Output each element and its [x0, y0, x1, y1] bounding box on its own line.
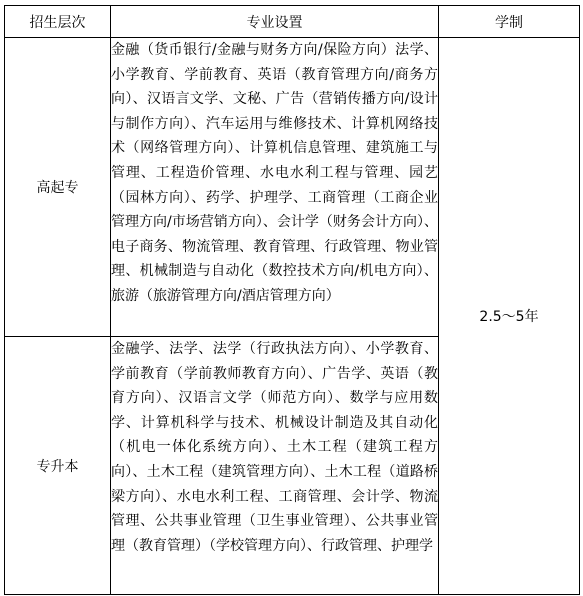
header-years: 学制: [439, 6, 580, 38]
header-major: 专业设置: [111, 6, 439, 38]
table-row: [5, 38, 580, 337]
header-level: 招生层次: [5, 6, 111, 38]
table-header-row: [5, 6, 580, 38]
majors-cell: 金融（货币银行/金融与财务方向/保险方向）法学、小学教育、学前教育、英语（教育管理方向/商务方向）、汉语言文学、文秘、广告（营销传播方向/设计与制作方向）、汽车运用与维修技术、计算机网络技术（网络管理方向）、计算机信息管理、建筑施工与管理、工程造价管理、水电水利工程与管理、园艺（园林方向）、药学、护理学、工商管理（工商企业管理方向/市场营销方向）、会计学（财务会计方向）、电子商务、物流管理、教育管理、行政管理、物业管理、机械制造与自动化（数控技术方向/机电方向）、旅游（旅游管理方向/酒店管理方向）: [111, 38, 439, 337]
majors-cell: 金融学、法学、法学（行政执法方向）、小学教育、学前教育（学前教师教育方向）、广告学、英语（教育方向）、汉语言文学（师范方向）、数学与应用数学、计算机科学与技术、机械设计制造及其自动化（机电一体化系统方向）、土木工程（建筑工程方向）、土木工程（建筑管理方向）、土木工程（道路桥梁方向）、水电水利工程、工商管理、会计学、物流管理、公共事业管理（卫生事业管理）、公共事业管理（教育管理）（学校管理方向）、行政管理、护理学: [111, 337, 439, 595]
enrollment-table: [4, 5, 580, 595]
duration-cell: 2.5～5年: [439, 38, 580, 595]
level-cell: 专升本: [5, 337, 111, 595]
level-cell: 高起专: [5, 38, 111, 337]
